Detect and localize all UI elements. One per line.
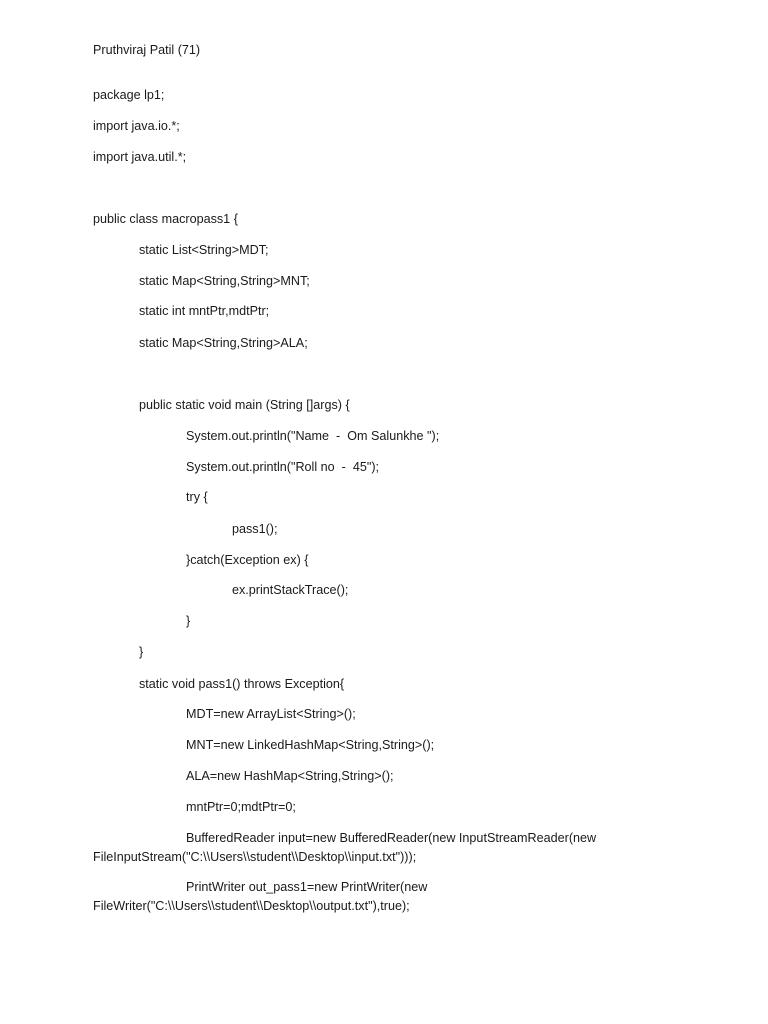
code-line: System.out.println("Roll no - 45"); [186, 460, 380, 474]
code-line: } [186, 614, 191, 628]
code-line: static List<String>MDT; [139, 243, 269, 257]
code-line: package lp1; [93, 88, 165, 102]
code-line: pass1(); [232, 522, 278, 536]
code-line: ex.printStackTrace(); [232, 583, 349, 597]
code-line: }catch(Exception ex) { [186, 553, 309, 567]
code-line: static Map<String,String>MNT; [139, 274, 310, 288]
code-line: } [139, 645, 144, 659]
code-line: static int mntPtr,mdtPtr; [139, 304, 270, 318]
code-line: public static void main (String []args) { [139, 398, 350, 412]
code-line-wrapped: BufferedReader input=new BufferedReader(new InputStreamReader(new FileInputStream("C:\\Users\\student\\Desktop\\input.txt"))); [93, 831, 597, 864]
code-line-wrapped: PrintWriter out_pass1=new PrintWriter(new FileWriter("C:\\Users\\student\\Desktop\\output.txt"),true); [93, 880, 428, 913]
code-line: public class macropass1 { [93, 212, 238, 226]
code-line: ALA=new HashMap<String,String>(); [186, 769, 394, 783]
code-line: MDT=new ArrayList<String>(); [186, 707, 356, 721]
code-line: MNT=new LinkedHashMap<String,String>(); [186, 738, 435, 752]
code-line: static void pass1() throws Exception{ [139, 677, 345, 691]
code-line: try { [186, 490, 208, 504]
code-line: static Map<String,String>ALA; [139, 336, 308, 350]
code-line: import java.util.*; [93, 150, 187, 164]
code-line: mntPtr=0;mdtPtr=0; [186, 800, 296, 814]
code-line: System.out.println("Name - Om Salunkhe "); [186, 429, 440, 443]
author-line: Pruthviraj Patil (71) [93, 43, 201, 57]
code-line: import java.io.*; [93, 119, 180, 133]
